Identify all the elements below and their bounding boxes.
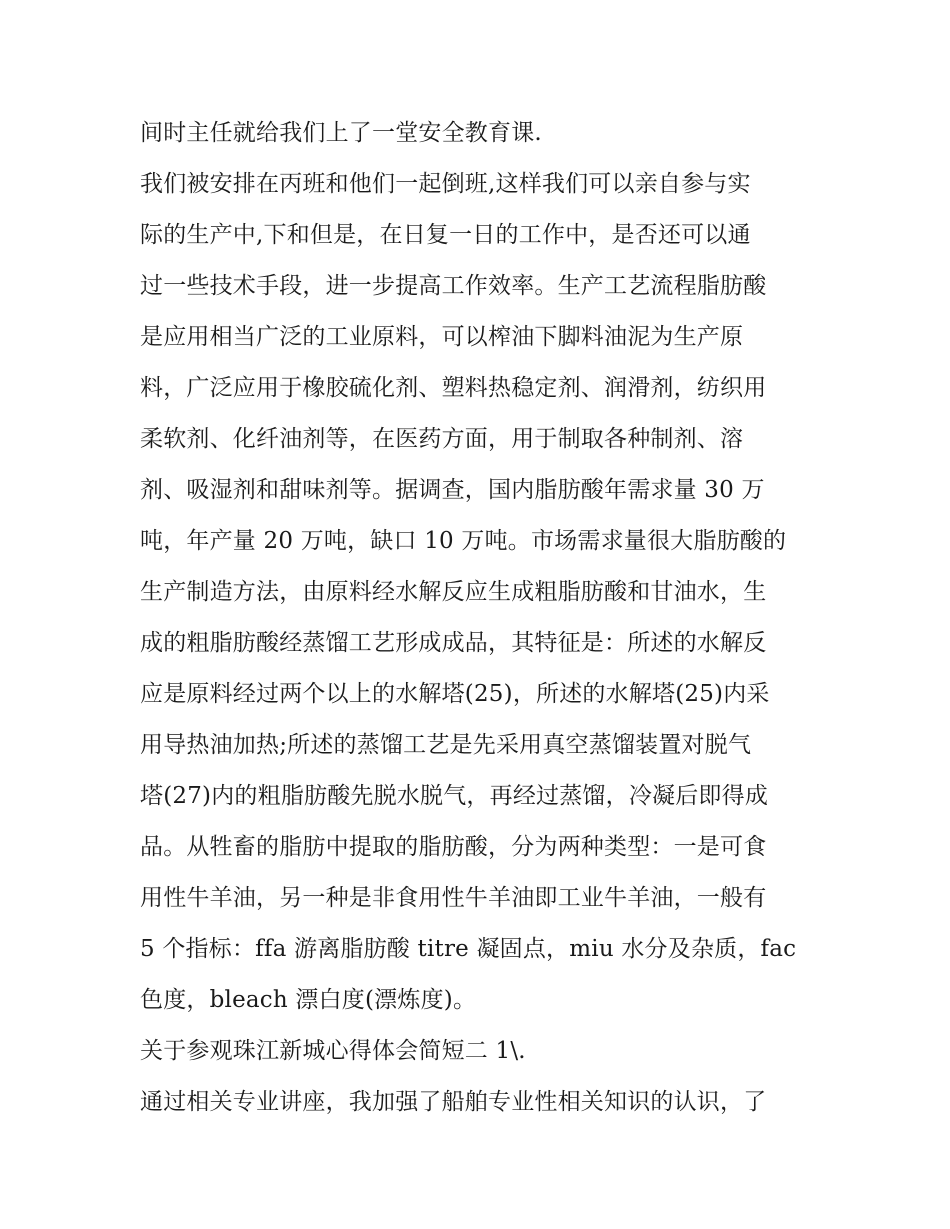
section-heading: 关于参观珠江新城心得体会简短二 1\. — [140, 1038, 526, 1064]
text-line: 品。从牲畜的脂肪中提取的脂肪酸，分为两种类型：一是可食 — [140, 834, 767, 860]
text-line: 用性牛羊油，另一种是非食用性牛羊油即工业牛羊油，一般有 — [140, 885, 767, 911]
text-line: 剂、吸湿剂和甜味剂等。据调查，国内脂肪酸年需求量 30 万 — [140, 477, 765, 503]
text-line: 过一些技术手段，进一步提高工作效率。生产工艺流程脂肪酸 — [140, 273, 767, 299]
text-line: 吨，年产量 20 万吨，缺口 10 万吨。市场需求量很大脂肪酸的 — [140, 528, 787, 554]
text-line: 是应用相当广泛的工业原料，可以榨油下脚料油泥为生产原 — [140, 324, 744, 350]
text-line: 成的粗脂肪酸经蒸馏工艺形成成品，其特征是：所述的水解反 — [140, 630, 767, 656]
text-line: 际的生产中,下和但是，在日复一日的工作中，是否还可以通 — [140, 222, 751, 248]
body-text — [140, 108, 820, 1128]
text-line: 我们被安排在丙班和他们一起倒班,这样我们可以亲自参与实 — [140, 171, 751, 197]
text-line: 间时主任就给我们上了一堂安全教育课. — [140, 120, 542, 146]
text-line: 生产制造方法，由原料经水解反应生成粗脂肪酸和甘油水，生 — [140, 579, 767, 605]
text-line: 色度，bleach 漂白度(漂炼度)。 — [140, 987, 477, 1013]
text-line: 料，广泛应用于橡胶硫化剂、塑料热稳定剂、润滑剂，纺织用 — [140, 375, 767, 401]
text-line: 应是原料经过两个以上的水解塔(25)，所述的水解塔(25)内采 — [140, 681, 770, 707]
text-line: 塔(27)内的粗脂肪酸先脱水脱气，再经过蒸馏，冷凝后即得成 — [140, 783, 769, 809]
text-line: 通过相关专业讲座，我加强了船舶专业性相关知识的认识，了 — [140, 1089, 767, 1115]
text-line: 柔软剂、化纤油剂等，在医药方面，用于制取各种制剂、溶 — [140, 426, 744, 452]
text-line: 5 个指标：ffa 游离脂肪酸 titre 凝固点，miu 水分及杂质，fac — [140, 936, 797, 962]
text-line: 用导热油加热;所述的蒸馏工艺是先采用真空蒸馏装置对脱气 — [140, 732, 752, 758]
